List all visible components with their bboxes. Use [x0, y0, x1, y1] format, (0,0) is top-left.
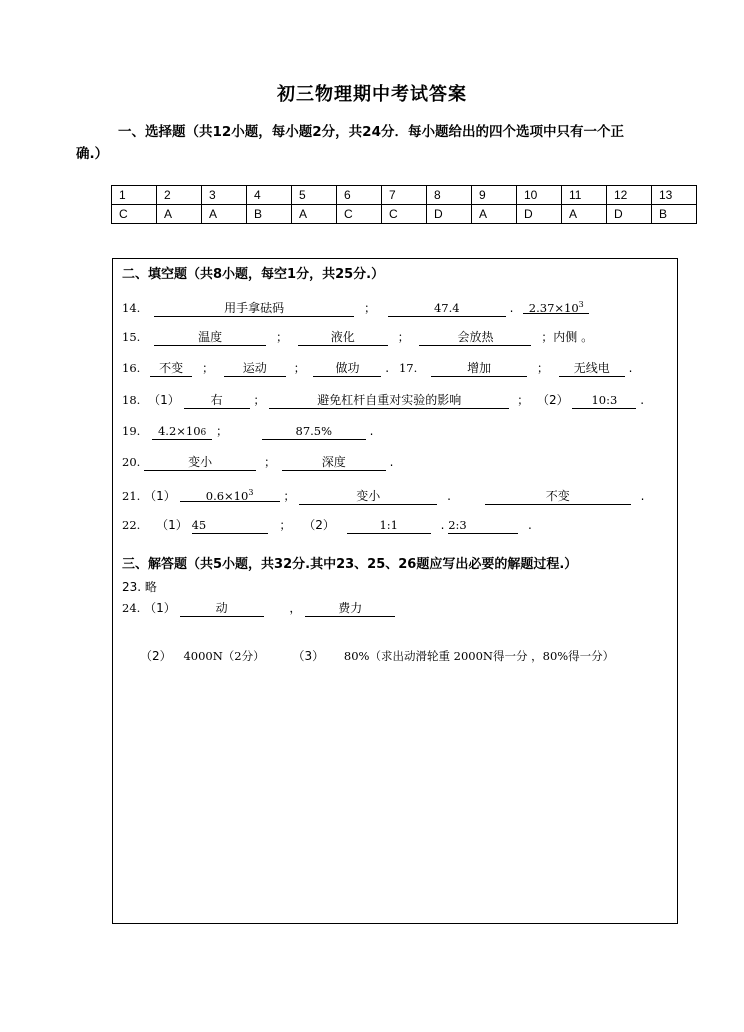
q18-blank-b: 避免杠杆自重对实验的影响 — [269, 392, 509, 409]
q16-blank-b: 运动 — [224, 360, 286, 377]
q14-separator: ； — [363, 301, 376, 315]
q19-number: 19. — [122, 424, 141, 438]
q21-a-exponent: 3 — [248, 488, 254, 497]
answer-frame — [112, 258, 678, 924]
q18-separator: ； — [253, 393, 266, 407]
q16-blank-c: 做功 — [313, 360, 381, 377]
q21-part1-label: （1） — [144, 489, 176, 503]
question-number-cell: 9 — [472, 186, 517, 205]
section1-heading-line1: 一、选择题（共12小题，每小题2分，共24分．每小题给出的四个选项中只有一个正 — [118, 124, 624, 140]
q22-blank-b: 1:1 — [347, 517, 431, 534]
answer-cell: A — [562, 205, 607, 224]
q14-c-exponent: 3 — [578, 300, 584, 309]
q15-blank-c: 会放热 — [419, 329, 531, 346]
q21-blank-a — [180, 485, 280, 502]
q14-c-times: ×10 — [554, 301, 579, 315]
answer-cell: D — [607, 205, 652, 224]
q24-part1-label: （1） — [144, 601, 176, 615]
q16-blank-a: 不变 — [150, 360, 192, 377]
q15-number: 15. — [122, 330, 141, 344]
q18-blank-c: 10:3 — [572, 392, 636, 409]
q18-number: 18. — [122, 393, 141, 407]
section1-heading-line2: 确.） — [76, 146, 109, 162]
q24-parts-line — [140, 647, 614, 665]
q14-separator: . — [509, 301, 514, 315]
question-number-cell: 11 — [562, 186, 607, 205]
q21-blank-c: 不变 — [485, 488, 631, 505]
q24-part2-label: （2） — [140, 649, 172, 663]
q15-blank-b: 液化 — [298, 329, 388, 346]
q21-number: 21. — [122, 489, 141, 503]
q18-separator: ； — [517, 393, 530, 407]
q20-line — [122, 453, 393, 471]
section2-heading: 二、填空题（共8小题，每空1分，共25分.） — [122, 267, 385, 282]
question-number-cell: 8 — [427, 186, 472, 205]
q24-number: 24. — [122, 601, 141, 615]
q21-separator: ； — [283, 489, 296, 503]
q17-number: 17. — [398, 361, 418, 375]
question-number-cell: 3 — [202, 186, 247, 205]
question-number-cell: 6 — [337, 186, 382, 205]
q19-separator: ； — [215, 424, 228, 438]
q20-blank-a: 变小 — [144, 454, 256, 471]
answer-cell: A — [292, 205, 337, 224]
q24-part2-answer: 4000N（2分） — [183, 649, 265, 663]
q20-separator: ； — [263, 455, 276, 469]
q17-blank-a: 增加 — [431, 360, 527, 377]
q19-separator: . — [369, 424, 374, 438]
q19-a-value: 4.2×10 — [157, 424, 201, 438]
answer-cell: C — [382, 205, 427, 224]
q24-part3-answer: 80%（求出动滑轮重 2000N得一分 ，80%得一分） — [343, 649, 615, 663]
q18-part1-label: （1） — [148, 393, 180, 407]
q23-line: 23. 略 — [122, 580, 157, 594]
q20-blank-b: 深度 — [282, 454, 386, 471]
question-number-cell: 10 — [517, 186, 562, 205]
question-number-cell: 13 — [652, 186, 697, 205]
q19-line — [122, 422, 373, 440]
q22-part1-label: （1） — [156, 518, 188, 532]
q18-line — [122, 391, 644, 409]
section3-heading: 三、解答题（共5小题，共32分.其中23、25、26题应写出必要的解题过程.） — [122, 557, 578, 572]
q17-separator: ； — [536, 361, 549, 375]
q22-separator: . — [528, 518, 532, 532]
q16-separator: . — [385, 361, 390, 375]
q21-separator: . — [640, 489, 645, 503]
q22-separator: . — [440, 518, 445, 532]
q15-line — [122, 328, 593, 346]
q17-separator: . — [628, 361, 633, 375]
q15-tail: ；内侧 。 — [541, 330, 594, 344]
q22-blank-c: 2:3 — [448, 517, 518, 534]
q22-separator: ； — [279, 518, 292, 532]
q21-blank-b: 变小 — [299, 488, 437, 505]
q20-separator: . — [389, 455, 394, 469]
q22-blank-a: 45 — [192, 517, 268, 534]
q22-number: 22. — [122, 518, 141, 532]
q14-blank-b: 47.4 — [388, 300, 506, 317]
q20-number: 20. — [122, 455, 141, 469]
q24-separator: ， — [289, 601, 302, 615]
q21-a-value: 0.6 — [205, 489, 225, 503]
q19-blank-b: 87.5% — [262, 423, 366, 440]
question-number-cell: 1 — [112, 186, 157, 205]
q15-blank-a: 温度 — [154, 329, 266, 346]
q14-c-mantissa: 2.37 — [528, 301, 555, 315]
q22-line — [122, 516, 532, 534]
q16-separator: ； — [293, 361, 306, 375]
answer-table-numbers-row — [112, 186, 697, 205]
q15-separator: ； — [397, 330, 410, 344]
answer-cell: B — [247, 205, 292, 224]
q17-blank-b: 无线电 — [559, 360, 625, 377]
answer-cell: A — [157, 205, 202, 224]
answer-table — [111, 185, 697, 224]
answer-cell: C — [337, 205, 382, 224]
question-number-cell: 5 — [292, 186, 337, 205]
q21-a-times: ×10 — [224, 489, 249, 503]
answer-cell: D — [517, 205, 562, 224]
q14-line — [122, 297, 589, 315]
q22-part2-label: （2） — [303, 518, 335, 532]
answer-cell: C — [112, 205, 157, 224]
question-number-cell: 4 — [247, 186, 292, 205]
question-number-cell: 2 — [157, 186, 202, 205]
q21-line — [122, 485, 644, 503]
q24-part3-label: （3） — [292, 649, 325, 663]
q15-separator: ； — [275, 330, 288, 344]
answer-cell: B — [652, 205, 697, 224]
q14-blank-c — [523, 297, 589, 314]
q14-blank-a: 用手拿砝码 — [154, 300, 354, 317]
answer-cell: A — [202, 205, 247, 224]
q16-line — [122, 359, 632, 377]
q16-separator: ； — [201, 361, 214, 375]
q24-blank-a: 动 — [180, 600, 264, 617]
q16-number: 16. — [122, 361, 141, 375]
q18-part2-label: （2） — [536, 393, 569, 407]
q18-blank-a: 右 — [184, 392, 250, 409]
page-title: 初三物理期中考试答案 — [277, 84, 467, 105]
q14-number: 14. — [122, 301, 141, 315]
answer-table-answers-row — [112, 205, 697, 224]
q19-blank-a — [152, 423, 212, 440]
q21-separator: . — [447, 489, 451, 503]
answer-cell: D — [427, 205, 472, 224]
question-number-cell: 12 — [607, 186, 652, 205]
q24-line — [122, 599, 395, 617]
q19-a-exponent: 6 — [200, 428, 207, 438]
answer-cell: A — [472, 205, 517, 224]
question-number-cell: 7 — [382, 186, 427, 205]
q24-blank-b: 费力 — [305, 600, 395, 617]
q18-separator: . — [640, 393, 645, 407]
